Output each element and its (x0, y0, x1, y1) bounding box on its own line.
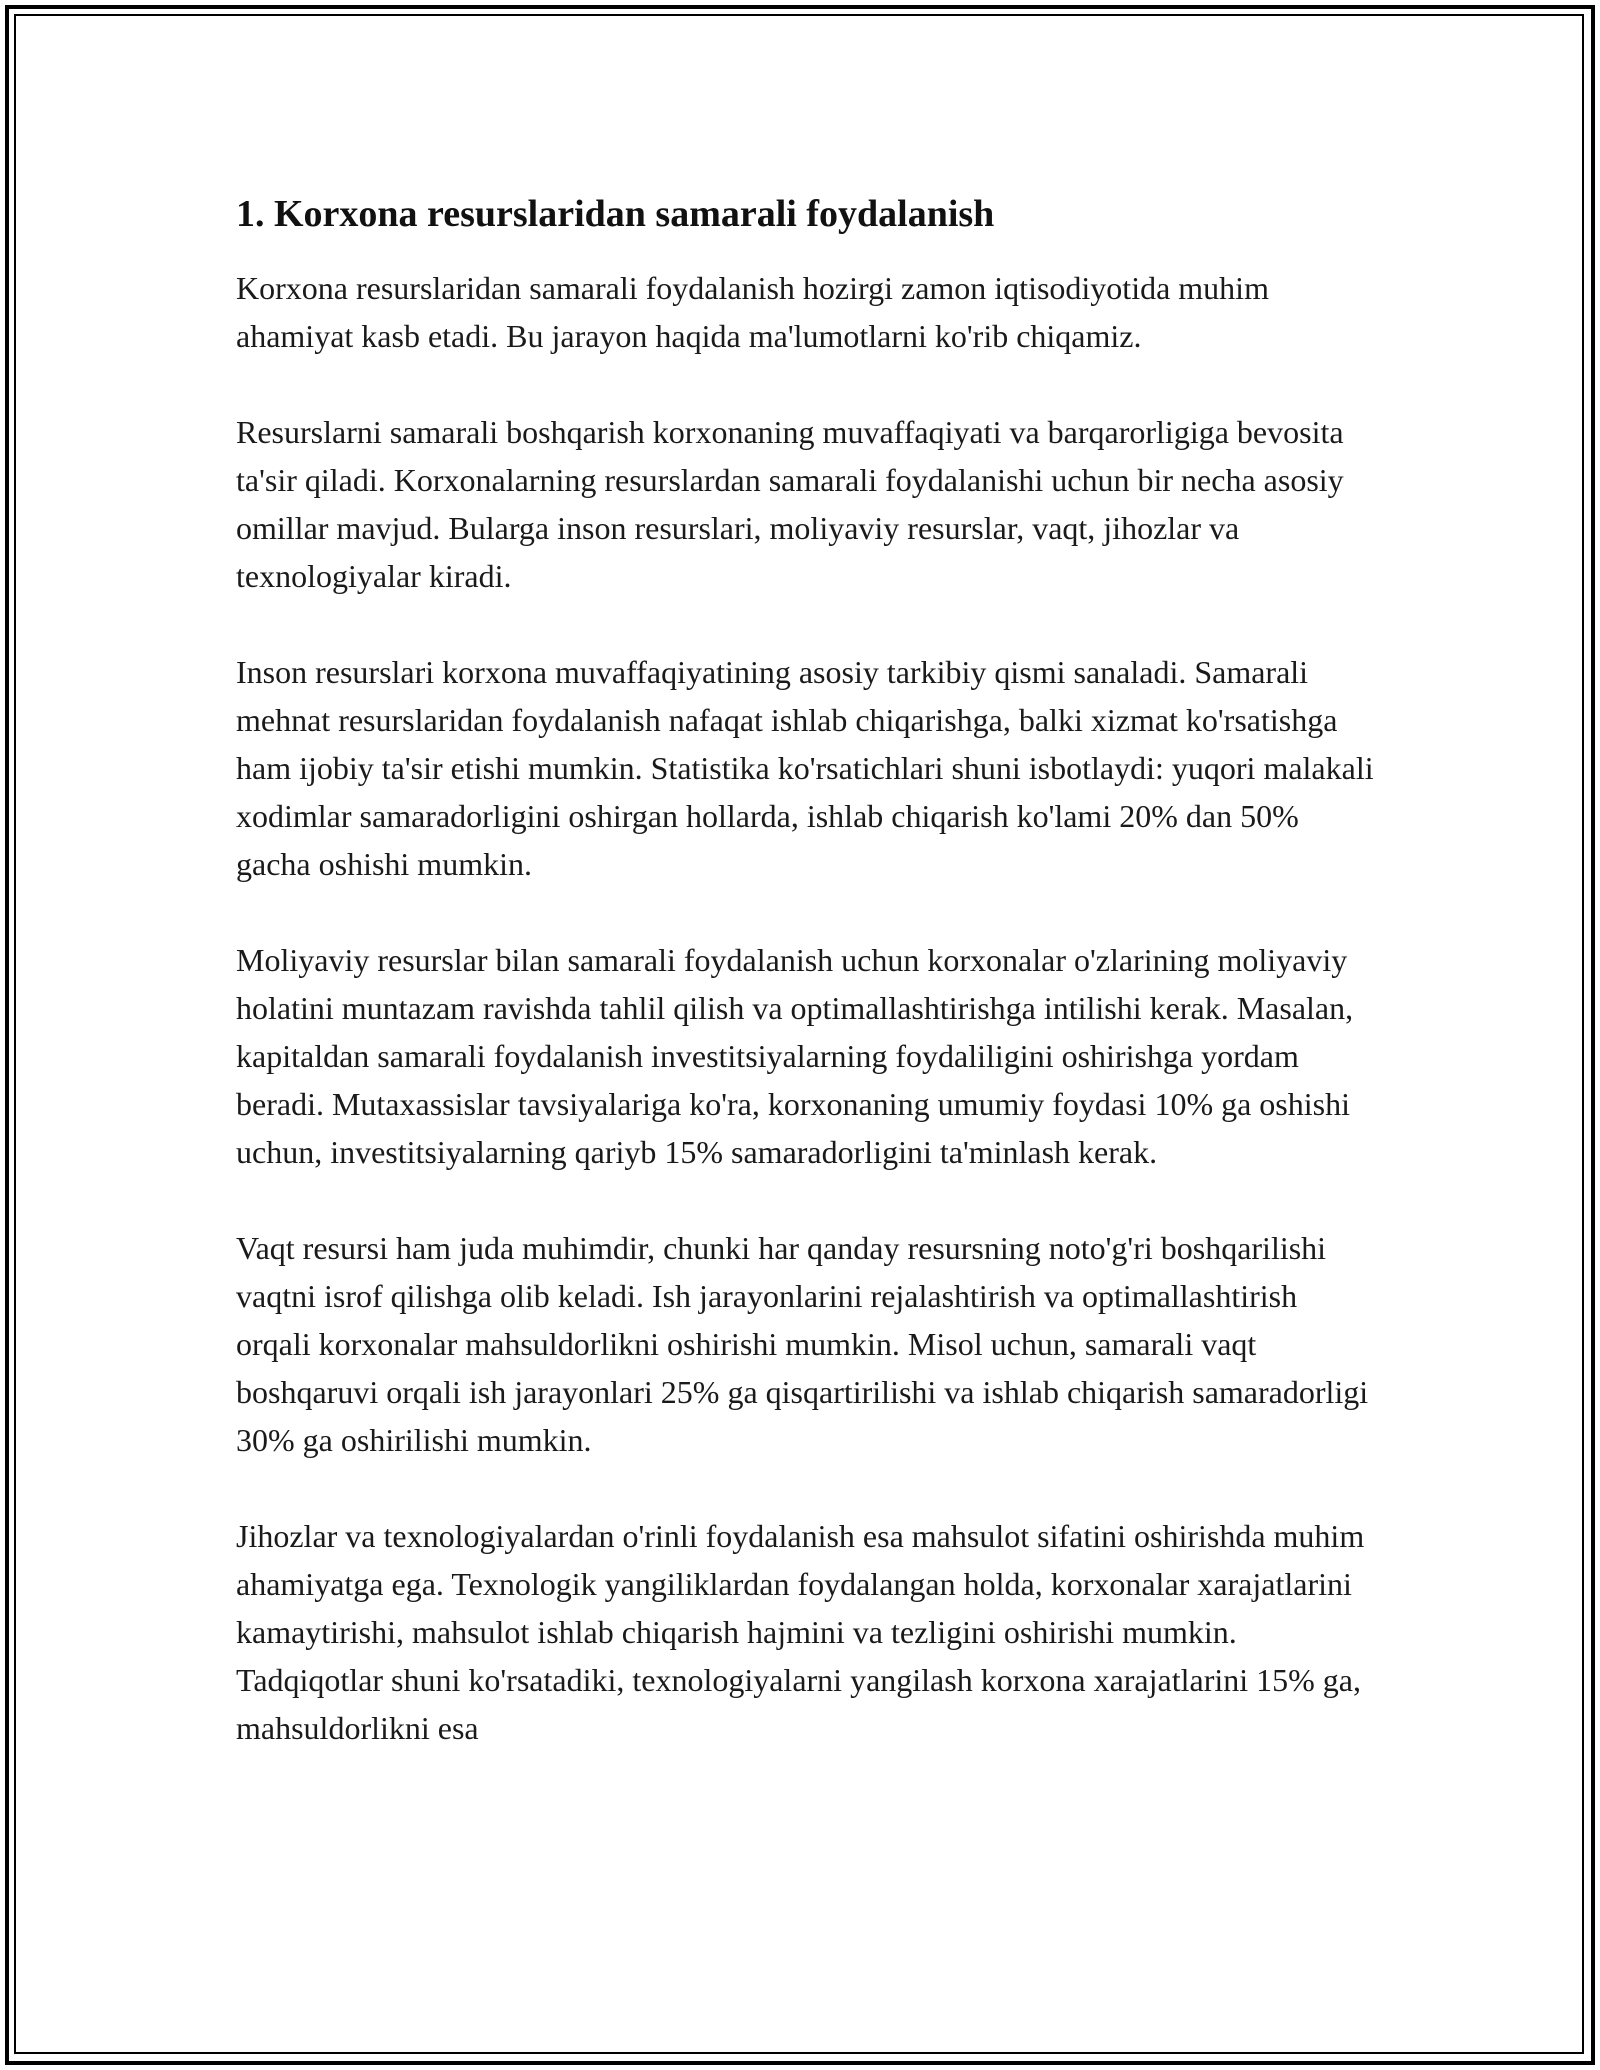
paragraph-financial-resources: Moliyaviy resurslar bilan samarali foydalanish uchun korxonalar o'zlarining moliyaviy holatini muntazam ravishda tahlil qilish va optimallashtirishga intilishi kerak. Masalan, kapitaldan samarali foydalanish investitsiyalarning foydaliligini oshirishga yordam beradi. Mutaxassislar tavsiyalariga ko'ra, korxonaning umumiy foydasi 10% ga oshishi uchun, investitsiyalarning qariyb 15% samaradorligini ta'minlash kerak. (236, 942, 1354, 1170)
paragraph-time-resource: Vaqt resursi ham juda muhimdir, chunki har qanday resursning noto'g'ri boshqarilishi vaqtni isrof qilishga olib keladi. Ish jarayonlarini rejalashtirish va optimallashtirish orqali korxonalar mahsuldorlikni oshirishi mumkin. Misol uchun, samarali vaqt boshqaruvi orqali ish jarayonlari 25% ga qisqartirilishi va ishlab chiqarish samaradorligi 30% ga oshirilishi mumkin. (236, 1230, 1369, 1458)
paragraph-human-resources: Inson resurslari korxona muvaffaqiyatining asosiy tarkibiy qismi sanaladi. Samarali mehnat resurslaridan foydalanish nafaqat ishlab chiqarishga, balki xizmat ko'rsatishga ham ijobiy ta'sir etishi mumkin. Statistika ko'rsatichlari shuni isbotlaydi: yuqori malakali xodimlar samaradorligini oshirgan hollarda, ishlab chiqarish ko'lami 20% dan 50% gacha oshishi mumkin. (236, 654, 1374, 882)
paragraph-intro: Korxona resurslaridan samarali foydalanish hozirgi zamon iqtisodiyotida muhim ahamiyat kasb etadi. Bu jarayon haqida ma'lumotlarni ko'rib chiqamiz. (236, 270, 1269, 354)
paragraph-equipment-technology: Jihozlar va texnologiyalardan o'rinli foydalanish esa mahsulot sifatini oshirishda muhim ahamiyatga ega. Texnologik yangiliklardan foydalangan holda, korxonalar xarajatlarini kamaytirishi, mahsulot ishlab chiqarish hajmini va tezligini oshirishi mumkin. Tadqiqotlar shuni ko'rsatadiki, texnologiyalarni yangilash korxona xarajatlarini 15% ga, mahsuldorlikni esa (236, 1518, 1365, 1746)
section-title: 1. Korxona resurslaridan samarali foydalanish (236, 193, 995, 235)
paragraph-resource-management: Resurslarni samarali boshqarish korxonaning muvaffaqiyati va barqarorligiga bevosita ta'sir qiladi. Korxonalarning resurslardan samarali foydalanishi uchun bir necha asosiy omillar mavjud. Bularga inson resurslari, moliyaviy resurslar, vaqt, jihozlar va texnologiyalar kiradi. (236, 414, 1344, 594)
document-body (236, 186, 1376, 1800)
